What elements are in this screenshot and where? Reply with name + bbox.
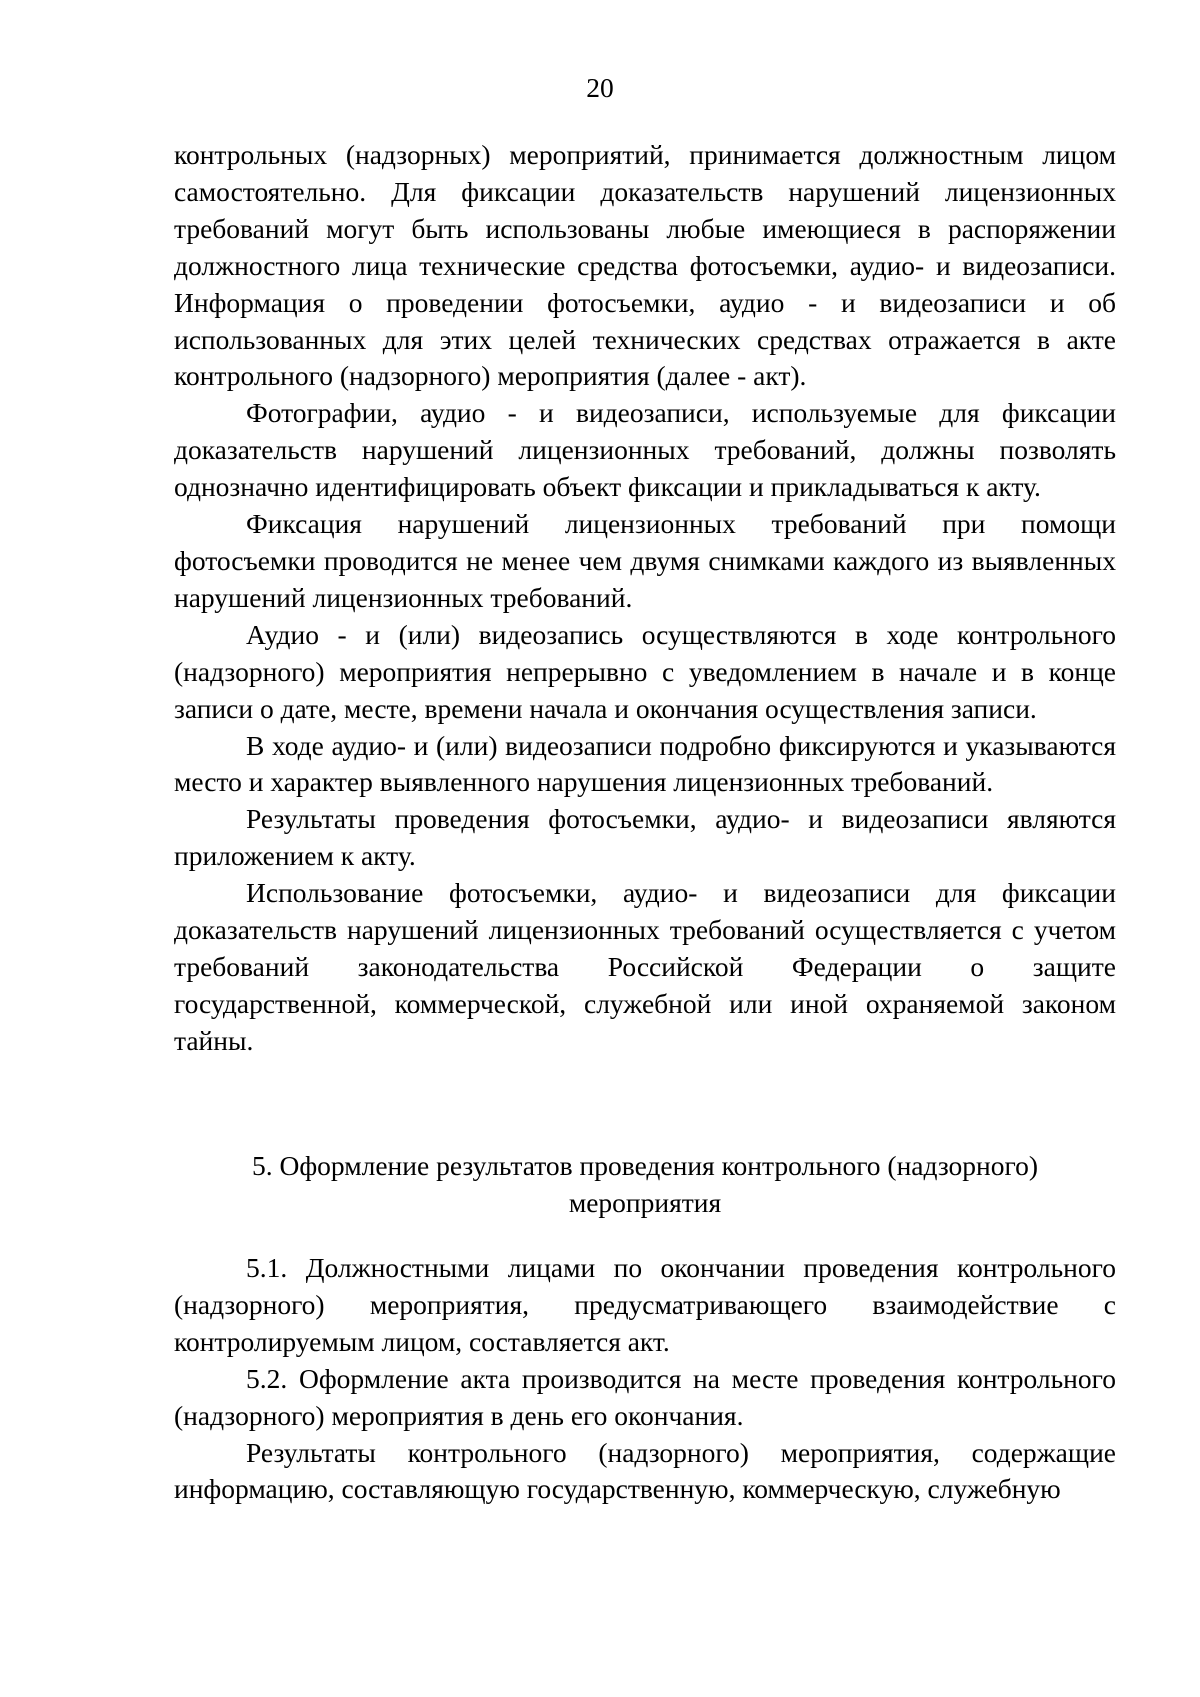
paragraph: Использование фотосъемки, аудио- и видеозаписи для фиксации доказательств нарушений лицензионных требований осуществляется с учетом требований законодательства Российской Федерации о защите государственной, коммерческой, служебной или иной охраняемой законом тайны. <box>174 877 1116 1056</box>
paragraph: В ходе аудио- и (или) видеозаписи подробно фиксируются и указываются место и характер выявленного нарушения лицензионных требований. <box>174 729 1116 798</box>
paragraph: Результаты проведения фотосъемки, аудио- и видеозаписи являются приложением к акту. <box>174 803 1116 872</box>
paragraph: Аудио - и (или) видеозапись осуществляются в ходе контрольного (надзорного) мероприятия непрерывно с уведомлением в начале и в конце записи о дате, месте, времени начала и окончания осуществления записи. <box>174 618 1116 724</box>
paragraph: Фотографии, аудио - и видеозаписи, используемые для фиксации доказательств нарушений лицензионных требований, должны позволять однозначно идентифицировать объект фиксации и прикладываться к акту. <box>174 397 1116 503</box>
paragraph: Фиксация нарушений лицензионных требований при помощи фотосъемки проводится не менее чем двумя снимками каждого из выявленных нарушений лицензионных требований. <box>174 508 1116 613</box>
section-heading-line-1: 5. Оформление результатов проведения контрольного (надзорного) <box>251 1150 1039 1181</box>
paragraph: 5.2. Оформление акта производится на месте проведения контрольного (надзорного) мероприятия в день его окончания. <box>174 1362 1116 1431</box>
section-heading-line-2: мероприятия <box>568 1186 722 1218</box>
page-number: 20 <box>586 72 614 103</box>
paragraph: 5.1. Должностными лицами по окончании проведения контрольного (надзорного) мероприятия, предусматривающего взаимодействие с контролируемым лицом, составляется акт. <box>174 1252 1116 1357</box>
paragraph-continued: контрольных (надзорных) мероприятий, принимается должностным лицом самостоятельно. Для фиксации доказательств нарушений лицензионных требований могут быть использованы любые имеющиеся в распоряжении должностного лица технические средства фотосъемки, аудио- и видеозаписи. Информация о проведении фотосъемки, аудио - и видеозаписи и об использованных для этих целей технических средствах отражается в акте контрольного (надзорного) мероприятия (далее - акт). <box>174 139 1116 392</box>
body-text-block <box>174 137 1116 1060</box>
section-heading <box>174 1148 1116 1222</box>
paragraph: Результаты контрольного (надзорного) мероприятия, содержащие информацию, составляющую государственную, коммерческую, служебную <box>174 1436 1116 1505</box>
section-body-text-block <box>174 1250 1116 1508</box>
